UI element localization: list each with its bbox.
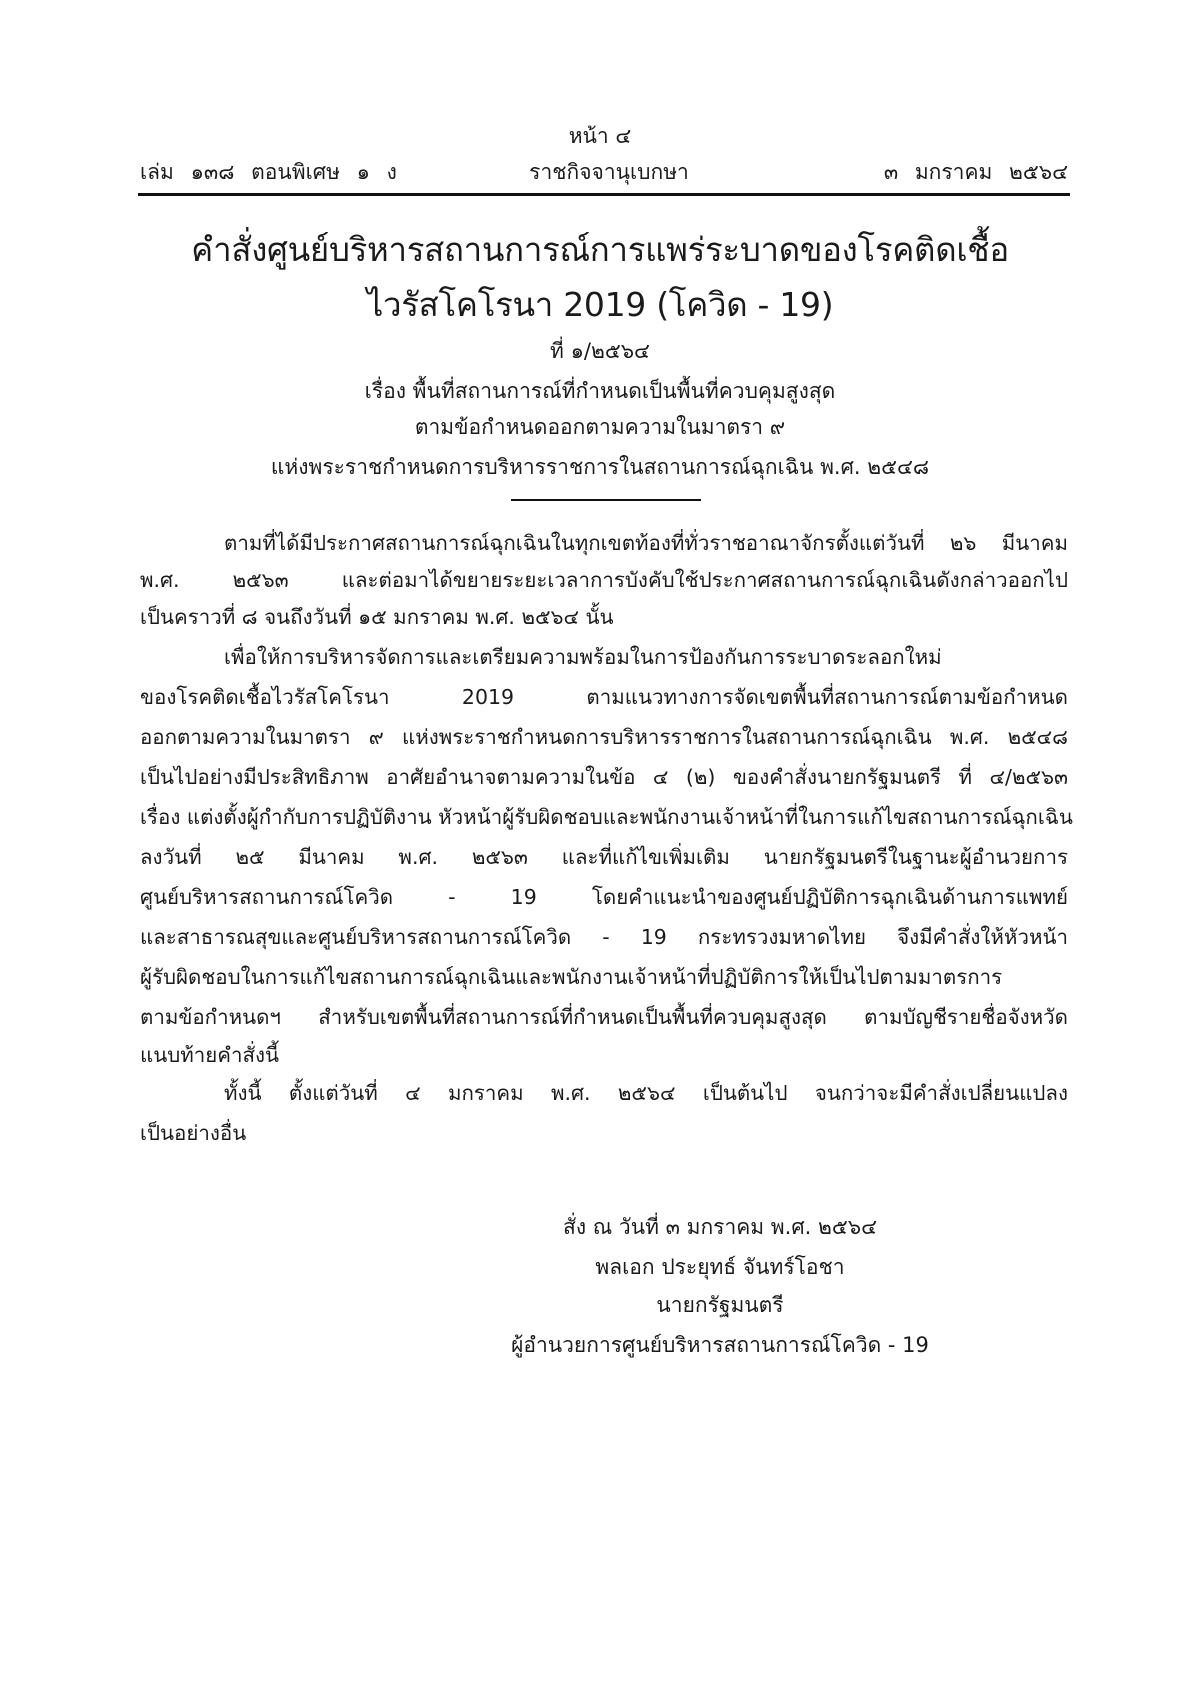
body-line: ศูนย์บริหารสถานการณ์โควิด - 19 โดยคำแนะนำของศูนย์ปฏิบัติการฉุกเฉินด้านการแพทย์ xyxy=(140,885,1068,909)
signature-date: สั่ง ณ วันที่ ๓ มกราคม พ.ศ. ๒๕๖๔ xyxy=(563,1215,877,1239)
title-divider xyxy=(511,499,701,501)
signatory-position-2: ผู้อำนวยการศูนย์บริหารสถานการณ์โควิด - 19 xyxy=(511,1333,929,1357)
body-line: พ.ศ. ๒๕๖๓ และต่อมาได้ขยายระยะเวลาการบังคับใช้ประกาศสถานการณ์ฉุกเฉินดังกล่าวออกไป xyxy=(140,568,1068,592)
document-title-line2: ไวรัสโคโรนา 2019 (โควิด - 19) xyxy=(366,285,834,324)
subject-line1: เรื่อง พื้นที่สถานการณ์ที่กำหนดเป็นพื้นที่ควบคุมสูงสุด xyxy=(364,379,836,403)
body-line: ของโรคติดเชื้อไวรัสโคโรนา 2019 ตามแนวทางการจัดเขตพื้นที่สถานการณ์ตามข้อกำหนด xyxy=(140,685,1068,709)
body-line: เรื่อง แต่งตั้งผู้กำกับการปฏิบัติงาน หัวหน้าผู้รับผิดชอบและพนักงานเจ้าหน้าที่ในการแก้ไขสถานการณ์ฉุกเฉิน xyxy=(140,805,1073,829)
body-line: ตามข้อกำหนดฯ สำหรับเขตพื้นที่สถานการณ์ที่กำหนดเป็นพื้นที่ควบคุมสูงสุด ตามบัญชีรายชื่อจังหวัด xyxy=(140,1005,1068,1029)
volume-issue: เล่ม ๑๓๘ ตอนพิเศษ ๑ ง xyxy=(140,160,397,184)
body-line: ผู้รับผิดชอบในการแก้ไขสถานการณ์ฉุกเฉินและพนักงานเจ้าหน้าที่ปฏิบัติการให้เป็นไปตามมาตรการ xyxy=(140,965,1003,989)
body-line: เป็นอย่างอื่น xyxy=(140,1121,247,1145)
signatory-name: พลเอก ประยุทธ์ จันทร์โอชา xyxy=(595,1255,845,1279)
body-line: ทั้งนี้ ตั้งแต่วันที่ ๔ มกราคม พ.ศ. ๒๕๖๔ เป็นต้นไป จนกว่าจะมีคำสั่งเปลี่ยนแปลง xyxy=(224,1081,1068,1105)
document-title-line1: คำสั่งศูนย์บริหารสถานการณ์การแพร่ระบาดของโรคติดเชื้อ xyxy=(191,230,1009,269)
page-number: หน้า ๔ xyxy=(568,124,632,148)
order-number: ที่ ๑/๒๕๖๔ xyxy=(550,339,650,363)
body-line: แนบท้ายคำสั่งนี้ xyxy=(140,1043,280,1067)
header-divider xyxy=(138,193,1070,196)
body-line: เป็นคราวที่ ๘ จนถึงวันที่ ๑๕ มกราคม พ.ศ. ๒๕๖๔ นั้น xyxy=(140,605,614,629)
body-line: และสาธารณสุขและศูนย์บริหารสถานการณ์โควิด - 19 กระทรวงมหาดไทย จึงมีคำสั่งให้หัวหน้า xyxy=(140,925,1068,949)
body-line: ตามที่ได้มีประกาศสถานการณ์ฉุกเฉินในทุกเขตท้องที่ทั่วราชอาณาจักรตั้งแต่วันที่ ๒๖ มีนาคม xyxy=(224,531,1068,555)
body-line: ลงวันที่ ๒๕ มีนาคม พ.ศ. ๒๕๖๓ และที่แก้ไขเพิ่มเติม นายกรัฐมนตรีในฐานะผู้อำนวยการ xyxy=(140,845,1068,869)
body-line: ออกตามความในมาตรา ๙ แห่งพระราชกำหนดการบริหารราชการในสถานการณ์ฉุกเฉิน พ.ศ. ๒๕๔๘ xyxy=(140,725,1068,749)
header-date: ๓ มกราคม ๒๕๖๔ xyxy=(883,160,1068,184)
publication-name: ราชกิจจานุเบกษา xyxy=(529,160,689,184)
gazette-header xyxy=(140,158,1068,188)
signatory-position: นายกรัฐมนตรี xyxy=(656,1293,784,1317)
subject-line3: แห่งพระราชกำหนดการบริหารราชการในสถานการณ์ฉุกเฉิน พ.ศ. ๒๕๔๘ xyxy=(270,455,930,479)
body-line: เพื่อให้การบริหารจัดการและเตรียมความพร้อมในการป้องกันการระบาดระลอกใหม่ xyxy=(224,645,942,669)
subject-line2: ตามข้อกำหนดออกตามความในมาตรา ๙ xyxy=(414,415,786,439)
body-line: เป็นไปอย่างมีประสิทธิภาพ อาศัยอำนาจตามความในข้อ ๔ (๒) ของคำสั่งนายกรัฐมนตรี ที่ ๔/๒๕๖๓ xyxy=(140,765,1068,789)
